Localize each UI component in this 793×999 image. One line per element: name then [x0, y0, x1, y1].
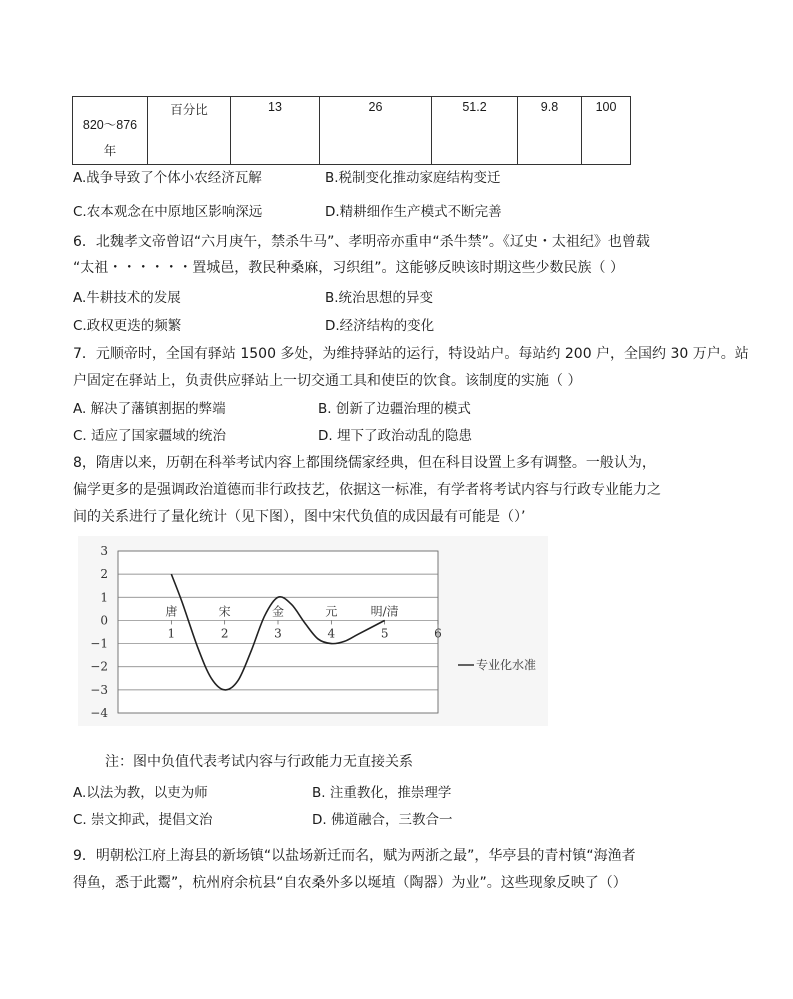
value-cell: 26: [320, 97, 432, 165]
value-cell: 100: [582, 97, 631, 165]
q8-option-a: A.以法为教，以吏为师: [73, 785, 208, 801]
dynasty-label: 宋: [218, 604, 231, 619]
value-cell: 51.2: [432, 97, 518, 165]
x-tick-label: 4: [327, 626, 336, 641]
x-tick-label: 1: [167, 626, 176, 641]
q7-option-d: D. 埋下了政治动乱的隐患: [318, 428, 472, 444]
y-tick-label: 3: [100, 544, 108, 558]
legend-label: 专业化水准: [476, 658, 537, 672]
q6-option-c: C.政权更迭的频繁: [73, 318, 182, 334]
y-tick-label: −4: [90, 706, 108, 720]
q8-stem-line1: 8，隋唐以来，历朝在科举考试内容上都围绕儒家经典，但在科目设置上多有调整。一般认为，: [73, 455, 656, 471]
q9-stem-line2: 得鱼，悉于此鬻”，杭州府余杭县“自农桑外多以埏埴（陶器）为业”。这些现象反映了（）: [73, 875, 627, 891]
q7-option-a: A. 解决了藩镇割据的弊端: [73, 401, 226, 417]
data-table: [72, 96, 631, 165]
y-tick-label: 2: [100, 567, 108, 582]
q6-stem-line1: 6．北魏孝文帝曾诏“六月庚午，禁杀牛马”、孝明帝亦重申“杀牛禁”。《辽史・太祖纪》也曾载: [73, 234, 650, 250]
value-cell: 9.8: [518, 97, 582, 165]
q8-option-b: B. 注重教化，推崇理学: [312, 785, 452, 801]
chart-svg: [78, 536, 548, 726]
y-tick-label: 1: [100, 590, 108, 605]
y-tick-label: −3: [90, 682, 108, 697]
q7-option-c: C. 适应了国家疆域的统治: [73, 428, 227, 444]
q8-stem-line3: 间的关系进行了量化统计（见下图），图中宋代负值的成因最有可能是（）’: [73, 509, 526, 525]
row-label-cell: 820～876 年: [73, 97, 148, 165]
table-row: [73, 97, 631, 165]
value-cell: 13: [231, 97, 320, 165]
q5-option-b: B.税制变化推动家庭结构变迁: [325, 170, 501, 186]
dynasty-label: 明/清: [370, 604, 399, 619]
professionalization-chart: [78, 536, 548, 726]
y-tick-label: 0: [100, 613, 108, 628]
q5-option-a: A.战争导致了个体小农经济瓦解: [73, 170, 262, 186]
x-tick-label: 3: [274, 626, 282, 641]
x-tick-label: 2: [220, 626, 229, 641]
dynasty-label: 金: [271, 604, 285, 619]
dynasty-label: 唐: [165, 604, 178, 619]
q6-option-b: B.统治思想的异变: [325, 290, 434, 306]
y-tick-label: −1: [90, 636, 108, 651]
q6-option-d: D.经济结构的变化: [325, 318, 435, 334]
dynasty-label: 元: [325, 604, 338, 619]
q7-stem-line1: 7．元顺帝时，全国有驿站 1500 多处，为维持驿站的运行，特设站户。每站约 200 户，全国约 30 万户。站: [73, 346, 749, 362]
q6-stem-line2: “太祖・・・・・・置城邑，教民种桑麻，习织组”。这能够反映该时期这些少数民族（ ）: [73, 260, 624, 276]
q8-chart-note: 注：图中负值代表考试内容与行政能力无直接关系: [105, 754, 413, 770]
x-tick-label: 6: [434, 626, 442, 641]
q9-stem-line1: 9．明朝松江府上海县的新场镇“以盐场新迁而名，赋为两浙之最”，华亭县的青村镇“海渔者: [73, 848, 636, 864]
q5-option-c: C.农本观念在中原地区影响深远: [73, 204, 263, 220]
q7-option-b: B. 创新了边疆治理的模式: [318, 401, 471, 417]
q8-option-c: C. 崇文抑武，提倡文治: [73, 812, 213, 828]
q5-option-d: D.精耕细作生产模式不断完善: [325, 204, 502, 220]
q7-stem-line2: 户固定在驿站上，负责供应驿站上一切交通工具和使臣的饮食。该制度的实施（ ）: [73, 373, 582, 389]
q6-option-a: A.牛耕技术的发展: [73, 290, 181, 306]
x-tick-label: 5: [380, 626, 389, 641]
q8-option-d: D. 佛道融合，三教合一: [312, 812, 453, 828]
q8-stem-line2: 偏学更多的是强调政治道德而非行政技艺，依据这一标准，有学者将考试内容与行政专业能力之: [73, 482, 661, 498]
col-header-cell: 百分比: [148, 97, 231, 165]
y-tick-label: −2: [90, 659, 108, 674]
